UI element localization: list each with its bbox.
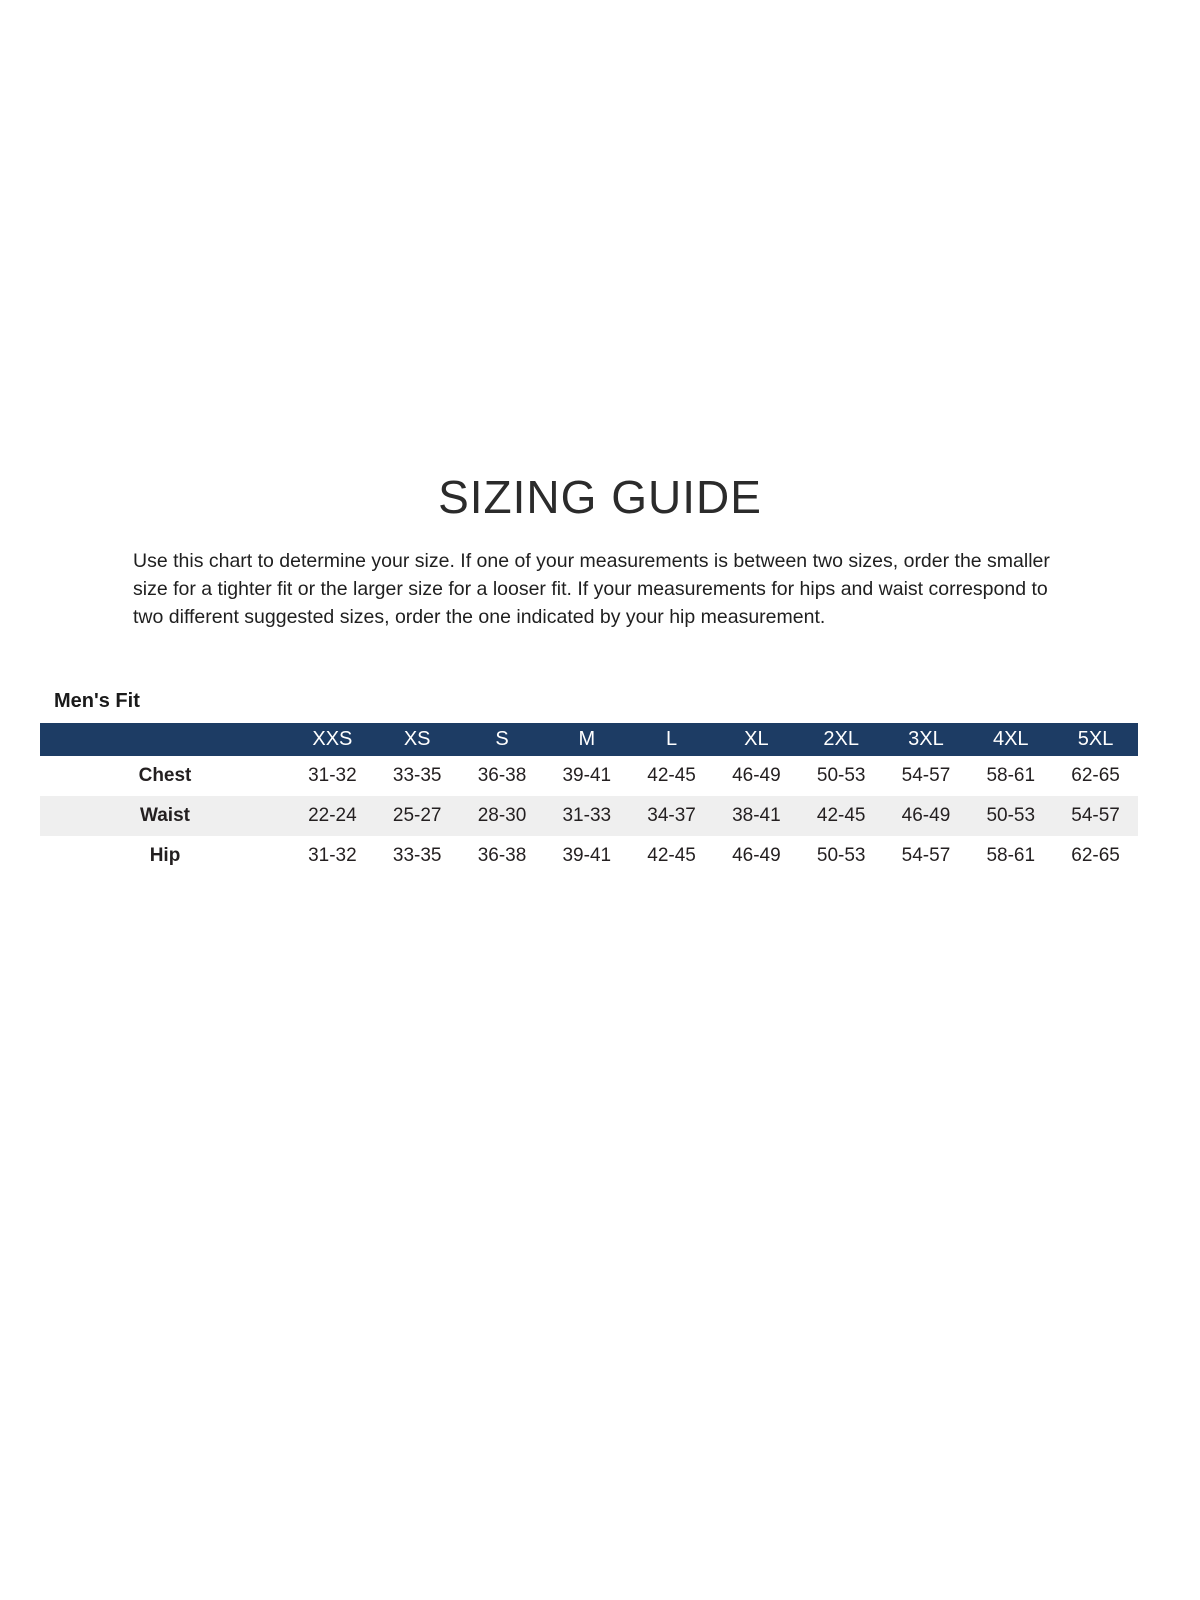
- size-header-cell: 4XL: [992, 728, 1029, 750]
- size-header-cell: XS: [403, 728, 431, 750]
- size-value-cell: 54-57: [901, 845, 951, 866]
- size-value-cell: 62-65: [1071, 765, 1120, 786]
- size-value-cell: 42-45: [647, 765, 696, 786]
- size-value-cell: 54-57: [1071, 805, 1120, 826]
- size-value-cell: 50-53: [986, 805, 1036, 826]
- size-value-cell: 58-61: [986, 765, 1036, 786]
- sizing-table: [40, 723, 1138, 876]
- size-value-cell: 25-27: [392, 805, 442, 826]
- row-label: Hip: [149, 845, 181, 866]
- size-value-cell: 62-65: [1071, 845, 1120, 866]
- size-header-cell: M: [578, 728, 596, 750]
- size-header-cell: L: [666, 728, 678, 750]
- size-header-cell: 3XL: [908, 728, 944, 750]
- size-value-cell: 31-32: [308, 845, 357, 866]
- size-value-cell: 34-37: [647, 805, 696, 826]
- size-value-cell: 46-49: [732, 845, 781, 866]
- size-value-cell: 42-45: [816, 805, 866, 826]
- size-value-cell: 58-61: [986, 845, 1036, 866]
- intro-paragraph: Use this chart to determine your size. If one of your measurements is between two sizes, order the smaller size for a tighter fit or the larger size for a looser fit. If your measurements for hips and waist correspond to two different suggested sizes, order the one indicated by your hip measurement.: [133, 550, 1050, 628]
- table-row: [40, 836, 1138, 876]
- size-value-cell: 33-35: [392, 765, 442, 786]
- size-header-cell: 5XL: [1077, 728, 1114, 750]
- size-value-cell: 50-53: [816, 765, 866, 786]
- size-header-cell: XL: [744, 728, 769, 750]
- size-header-cell: XXS: [312, 728, 353, 750]
- size-value-cell: 36-38: [477, 765, 527, 786]
- size-value-cell: 33-35: [392, 845, 442, 866]
- size-value-cell: 50-53: [816, 845, 866, 866]
- size-value-cell: 31-32: [308, 765, 357, 786]
- size-value-cell: 39-41: [562, 845, 612, 866]
- size-value-cell: 54-57: [901, 765, 951, 786]
- size-value-cell: 38-41: [732, 805, 781, 826]
- table-row: [40, 756, 1138, 796]
- size-value-cell: 28-30: [477, 805, 527, 826]
- size-header-cell: S: [495, 728, 509, 750]
- row-label: Chest: [138, 765, 192, 786]
- table-body: [40, 756, 1138, 876]
- section-label-mens-fit: Men's Fit: [54, 690, 140, 712]
- size-value-cell: 36-38: [477, 845, 527, 866]
- table-row: [40, 796, 1138, 836]
- size-header-cell: 2XL: [823, 728, 859, 750]
- size-value-cell: 46-49: [901, 805, 951, 826]
- size-value-cell: 39-41: [562, 765, 612, 786]
- size-value-cell: 46-49: [732, 765, 781, 786]
- table-header-row: [40, 723, 1138, 756]
- size-value-cell: 31-33: [562, 805, 612, 826]
- row-label: Waist: [140, 805, 190, 826]
- size-value-cell: 42-45: [647, 845, 696, 866]
- size-value-cell: 22-24: [308, 805, 357, 826]
- page-title: SIZING GUIDE: [438, 471, 762, 523]
